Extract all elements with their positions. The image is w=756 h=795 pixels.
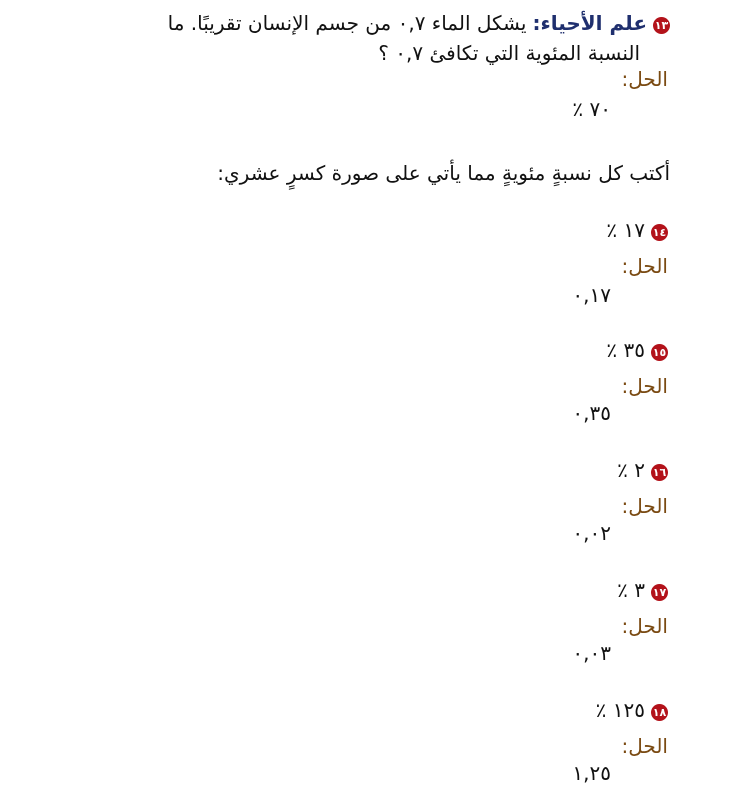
question-13-text-1: يشكل الماء ٠,٧ من جسم الإنسان تقريبًا. ما [167, 11, 527, 35]
exercise-14-answer: ٠,١٧ [572, 283, 611, 307]
exercise-17-number-badge: ١٧ [652, 586, 667, 599]
exercise-17 [617, 577, 668, 603]
exercise-17-answer: ٠,٠٣ [572, 641, 611, 665]
question-13-answer: ٧٠ ٪ [572, 97, 611, 121]
exercise-14-value: ١٧ ٪ [606, 218, 645, 242]
exercise-18-number-badge: ١٨ [652, 706, 667, 719]
question-13-text-2: النسبة المئوية التي تكافئ ٠,٧ ؟ [378, 41, 640, 65]
exercise-17-solution-label: الحل: [621, 614, 668, 638]
question-13-line-1 [168, 10, 670, 36]
exercise-18-value: ١٢٥ ٪ [595, 698, 645, 722]
exercise-15-solution-label: الحل: [621, 374, 668, 398]
exercise-16 [617, 457, 668, 483]
question-13-topic: علم الأحياء: [532, 11, 647, 35]
exercise-15-value: ٣٥ ٪ [606, 338, 645, 362]
exercise-14 [606, 217, 668, 243]
exercise-15 [606, 337, 668, 363]
exercise-16-number-badge: ١٦ [652, 466, 667, 479]
exercise-14-number-badge: ١٤ [652, 226, 667, 239]
exercise-18-answer: ١,٢٥ [572, 761, 611, 785]
exercise-18 [596, 697, 668, 723]
question-13-number-badge: ١٣ [654, 19, 669, 32]
exercise-17-value: ٣ ٪ [617, 578, 645, 602]
exercise-15-answer: ٠,٣٥ [572, 401, 611, 425]
exercise-16-answer: ٠,٠٢ [572, 521, 611, 545]
section-instruction: أكتب كل نسبةٍ مئويةٍ مما يأتي على صورة كسرٍ عشري: [217, 161, 670, 185]
exercise-16-solution-label: الحل: [621, 494, 668, 518]
exercise-16-value: ٢ ٪ [617, 458, 645, 482]
exercise-18-solution-label: الحل: [621, 734, 668, 758]
exercise-14-solution-label: الحل: [621, 254, 668, 278]
question-13-solution-label: الحل: [621, 67, 668, 91]
exercise-15-number-badge: ١٥ [652, 346, 667, 359]
